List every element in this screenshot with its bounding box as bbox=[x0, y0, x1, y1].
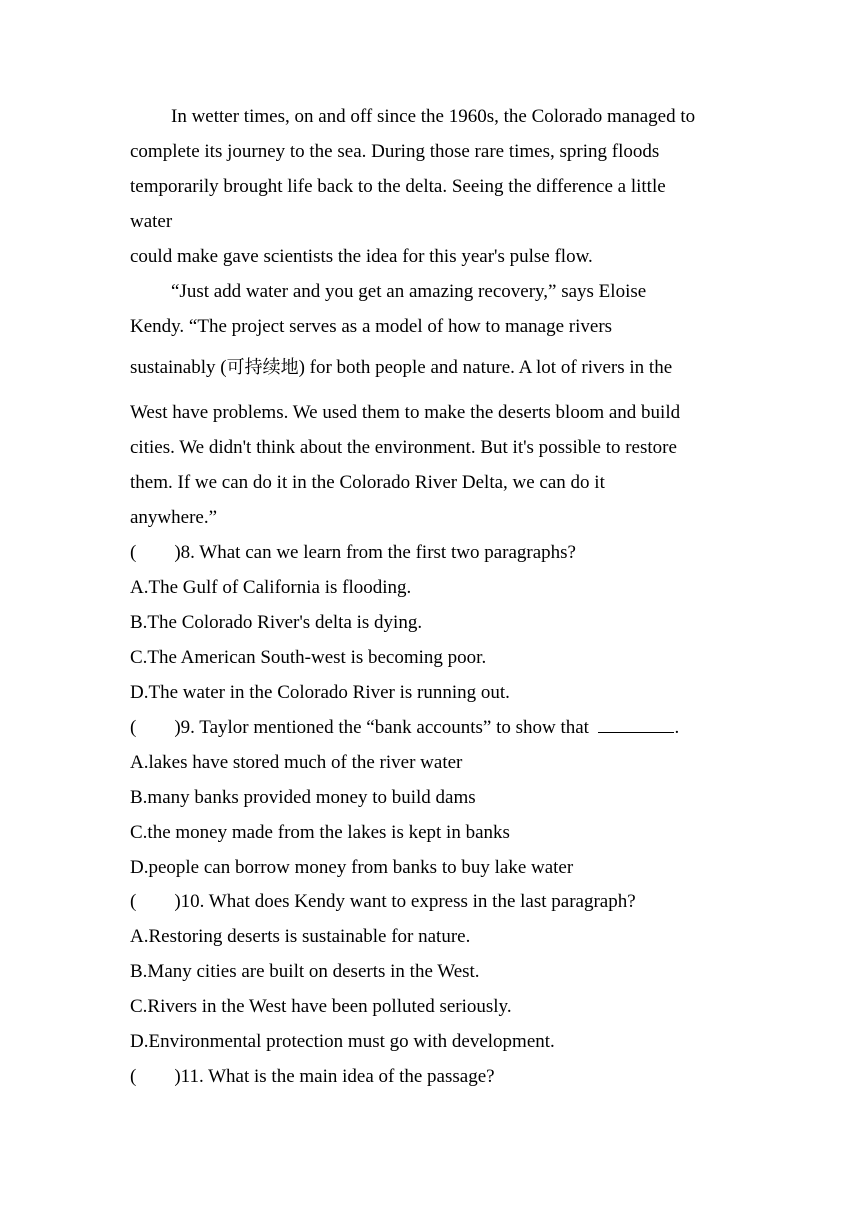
question-9-option-b: B.many banks provided money to build dams bbox=[130, 787, 476, 808]
paragraph-1-line-2: complete its journey to the sea. During those rare times, spring floods bbox=[130, 141, 660, 162]
question-8-option-d: D.The water in the Colorado River is running out. bbox=[130, 682, 510, 703]
question-9-option-c: C.the money made from the lakes is kept in banks bbox=[130, 822, 510, 843]
question-11-stem: )11. What is the main idea of the passage? bbox=[174, 1066, 495, 1087]
question-11 bbox=[130, 1066, 495, 1088]
question-8-option-a: A.The Gulf of California is flooding. bbox=[130, 577, 412, 598]
question-9-option-a: A.lakes have stored much of the river water bbox=[130, 752, 463, 773]
answer-paren-open: ( bbox=[130, 542, 137, 563]
paragraph-2-line-3-post: ) for both people and nature. A lot of rivers in the bbox=[298, 357, 673, 378]
question-10-option-c: C.Rivers in the West have been polluted seriously. bbox=[130, 996, 512, 1017]
question-10 bbox=[130, 891, 636, 913]
chinese-gloss: 可持续地 bbox=[226, 357, 299, 378]
paragraph-1-line-5: could make gave scientists the idea for this year's pulse flow. bbox=[130, 246, 593, 267]
question-10-option-a: A.Restoring deserts is sustainable for nature. bbox=[130, 926, 471, 947]
question-8-option-c: C.The American South-west is becoming poor. bbox=[130, 647, 487, 668]
paragraph-1-line-3: temporarily brought life back to the delta. Seeing the difference a little bbox=[130, 176, 666, 197]
paragraph-1-line-1: In wetter times, on and off since the 1960s, the Colorado managed to bbox=[171, 106, 696, 127]
fill-in-blank-line bbox=[598, 718, 674, 733]
question-9-end: . bbox=[674, 717, 680, 738]
paragraph-2-line-4: West have problems. We used them to make the deserts bloom and build bbox=[130, 402, 681, 423]
answer-paren-open: ( bbox=[130, 1066, 137, 1087]
paragraph-1-line-4: water bbox=[130, 211, 173, 232]
question-8-stem: )8. What can we learn from the first two paragraphs? bbox=[174, 542, 576, 563]
answer-paren-open: ( bbox=[130, 891, 137, 912]
question-9-option-d: D.people can borrow money from banks to buy lake water bbox=[130, 857, 574, 878]
question-10-option-d: D.Environmental protection must go with development. bbox=[130, 1031, 555, 1052]
paragraph-2-line-1: “Just add water and you get an amazing recovery,” says Eloise bbox=[171, 281, 647, 302]
paragraph-2-line-2: Kendy. “The project serves as a model of how to manage rivers bbox=[130, 316, 613, 337]
question-8 bbox=[130, 542, 576, 564]
question-8-option-b: B.The Colorado River's delta is dying. bbox=[130, 612, 423, 633]
question-9 bbox=[130, 717, 679, 739]
paragraph-2-line-5: cities. We didn't think about the environment. But it's possible to restore bbox=[130, 437, 677, 458]
paragraph-2-line-6: them. If we can do it in the Colorado River Delta, we can do it bbox=[130, 472, 605, 493]
paragraph-2-line-3 bbox=[130, 357, 672, 379]
question-9-stem: )9. Taylor mentioned the “bank accounts” to show that bbox=[174, 717, 589, 738]
question-10-option-b: B.Many cities are built on deserts in the West. bbox=[130, 961, 480, 982]
answer-paren-open: ( bbox=[130, 717, 137, 738]
paragraph-2-line-7: anywhere.” bbox=[130, 507, 218, 528]
question-10-stem: )10. What does Kendy want to express in the last paragraph? bbox=[174, 891, 636, 912]
paragraph-2-line-3-pre: sustainably ( bbox=[130, 357, 227, 378]
